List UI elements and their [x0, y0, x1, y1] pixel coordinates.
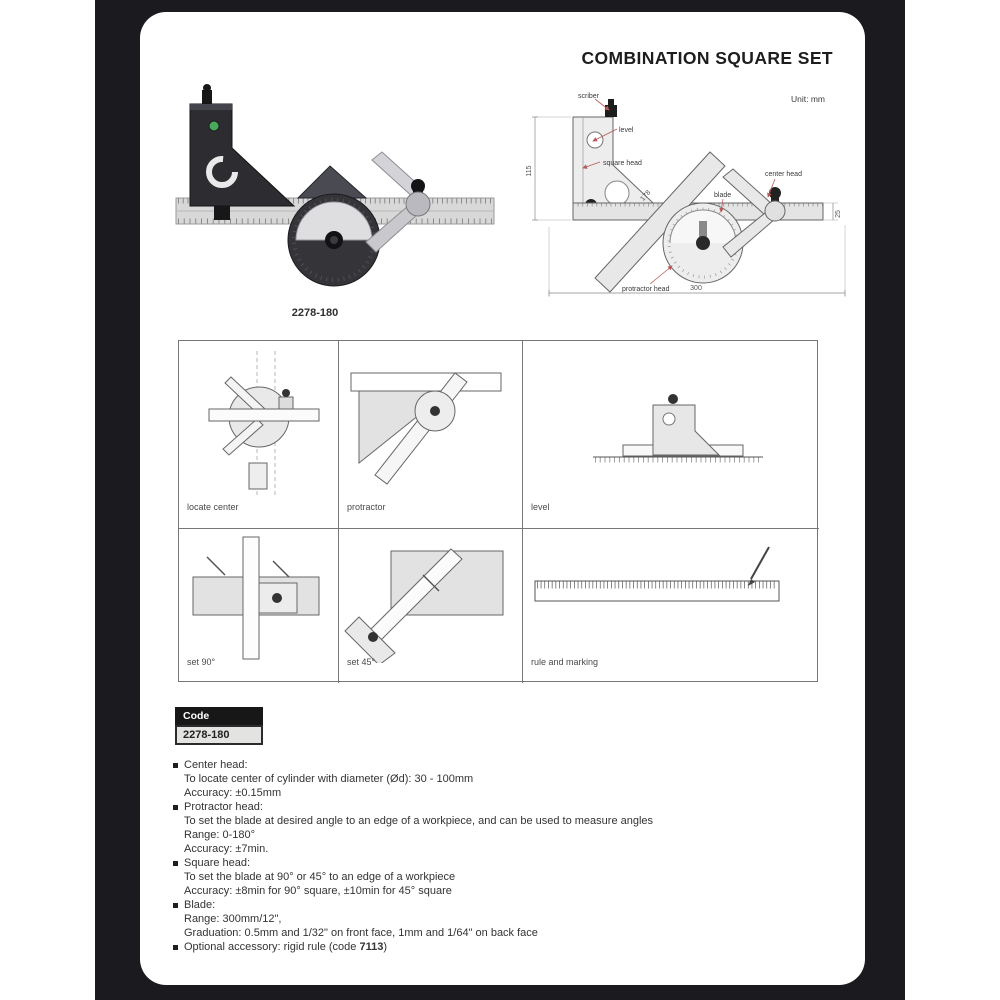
cell-label: protractor	[347, 502, 386, 512]
drawing-label-square-head: square head	[603, 160, 642, 167]
cell-label: rule and marking	[531, 657, 599, 667]
spec-line: Accuracy: ±8min for 90° square, ±10min for 45° square	[184, 885, 452, 897]
photo-square-head	[190, 104, 294, 206]
spec-line: Range: 0-180°	[184, 829, 256, 841]
illustration-set-45	[339, 533, 521, 663]
app-cell-set-90	[179, 529, 339, 683]
app-cell-set-45	[339, 529, 523, 683]
photo-level-vial	[209, 121, 219, 131]
spec-item-square-head	[173, 856, 813, 870]
spec-item-optional-accessory	[173, 940, 813, 954]
specs-list	[173, 758, 813, 954]
spec-line: Accuracy: ±0.15mm	[184, 787, 282, 799]
dim-blade-diagonal: 178	[639, 189, 653, 203]
cell-label: set 45°	[347, 657, 376, 667]
optional-code: 7113	[359, 941, 384, 953]
illustration-rule-and-marking	[523, 533, 813, 663]
spec-line: Accuracy: ±7min.	[184, 843, 269, 855]
spec-item-protractor-head	[173, 800, 813, 814]
app-cell-rule-and-marking	[523, 529, 819, 683]
spec-line: To locate center of cylinder with diameter (Ød): 30 - 100mm	[184, 773, 474, 785]
applications-table	[178, 340, 818, 682]
illustration-protractor	[339, 345, 521, 505]
drawing-label-blade: blade	[714, 192, 732, 199]
optional-suffix: )	[383, 941, 388, 953]
unit-label: Unit: mm	[791, 94, 825, 104]
optional-accessory-text	[184, 940, 387, 954]
spec-heading: Square head:	[184, 857, 251, 869]
app-cell-protractor	[339, 341, 523, 529]
illustration-locate-center	[179, 345, 337, 505]
dim-blade-width: 25	[835, 210, 842, 218]
bullet-icon	[173, 861, 178, 866]
spec-line: Graduation: 0.5mm and 1/32" on front face, 1mm and 1/64" on back face	[184, 927, 538, 939]
drawing-label-level: level	[619, 127, 634, 134]
bullet-icon	[173, 903, 178, 908]
technical-drawing	[525, 85, 865, 323]
spec-heading: Blade:	[184, 899, 216, 911]
bullet-icon	[173, 945, 178, 950]
code-header: Code	[175, 707, 263, 725]
page-title: COMBINATION SQUARE SET	[581, 48, 833, 68]
app-cell-locate-center	[179, 341, 339, 529]
bullet-icon	[173, 763, 178, 768]
illustration-set-90	[179, 533, 337, 663]
code-table	[175, 707, 263, 745]
cell-label: level	[531, 502, 550, 512]
spec-heading: Protractor head:	[184, 801, 263, 813]
dim-overall-length: 300	[690, 285, 702, 292]
spec-line: Range: 300mm/12",	[184, 913, 282, 925]
spec-line: To set the blade at 90° or 45° to an edge of a workpiece	[184, 871, 456, 883]
dim-overall-height: 115	[526, 165, 533, 177]
product-photo	[162, 82, 502, 317]
spec-item-center-head	[173, 758, 813, 772]
code-value: 2278-180	[175, 725, 263, 745]
cell-label: set 90°	[187, 657, 216, 667]
drawing-label-scriber: scriber	[578, 93, 600, 100]
optional-prefix: Optional accessory: rigid rule (code	[184, 941, 360, 953]
app-cell-level	[523, 341, 819, 529]
drawing-label-center-head: center head	[765, 171, 802, 178]
cell-label: locate center	[187, 502, 239, 512]
spec-item-blade	[173, 898, 813, 912]
spec-heading: Center head:	[184, 759, 248, 771]
bullet-icon	[173, 805, 178, 810]
illustration-level	[523, 345, 813, 505]
page-body	[140, 12, 865, 985]
drawing-label-protractor-head: protractor head	[622, 286, 670, 293]
spec-line: To set the blade at desired angle to an edge of a workpiece, and can be used to measure angles	[184, 815, 654, 827]
photo-code: 2278-180	[291, 307, 339, 319]
